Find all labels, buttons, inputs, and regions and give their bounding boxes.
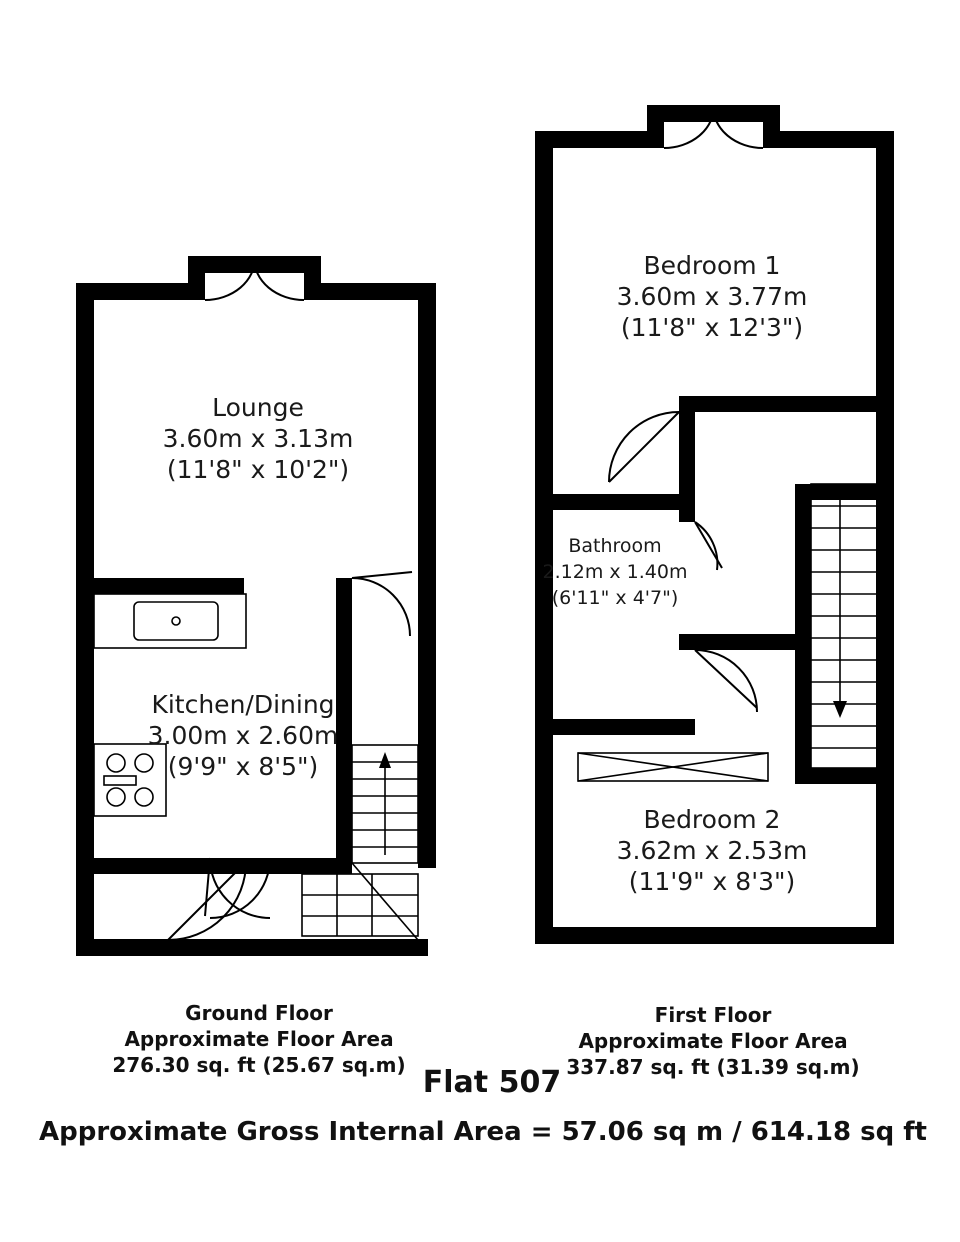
room-dim-imperial-bathroom: (6'11" x 4'7") xyxy=(551,587,679,609)
first-floor-caption-area-label: Approximate Floor Area xyxy=(578,1029,848,1053)
kitchen-door-arc xyxy=(352,578,410,636)
page-title: Flat 507 xyxy=(422,1065,562,1100)
kitchen-counter xyxy=(94,594,246,648)
kitchen-hob xyxy=(94,744,166,816)
room-label-bedroom-1: Bedroom 1 xyxy=(643,251,781,280)
room-label-bathroom: Bathroom xyxy=(568,535,662,557)
room-dim-imperial-bedroom-1: (11'8" x 12'3") xyxy=(620,313,804,342)
bedroom1-door-leaf xyxy=(609,412,679,482)
first-floor-caption-area-value: 337.87 sq. ft (31.39 sq.m) xyxy=(566,1055,860,1079)
ground-floor-caption-area-label: Approximate Floor Area xyxy=(124,1027,394,1051)
ground-floor-walls xyxy=(76,256,436,956)
room-dim-metric-kitchen-dining: 3.00m x 2.60m xyxy=(147,721,339,750)
room-dim-metric-bathroom: 2.12m x 1.40m xyxy=(542,561,688,583)
bedroom2-wardrobe xyxy=(578,753,768,781)
first-floor-stairs xyxy=(811,484,877,768)
bathroom-door-leaf xyxy=(695,522,722,568)
ground-floor-caption-area-value: 276.30 sq. ft (25.67 sq.m) xyxy=(112,1053,406,1077)
room-dim-imperial-lounge: (11'8" x 10'2") xyxy=(166,455,350,484)
room-dim-metric-bedroom-2: 3.62m x 2.53m xyxy=(616,836,808,865)
room-dim-metric-bedroom-1: 3.60m x 3.77m xyxy=(616,282,808,311)
ground-floor-caption-name: Ground Floor xyxy=(185,1001,333,1025)
ground-floor-stairs xyxy=(302,745,418,940)
ground-floor-plan xyxy=(76,256,436,1077)
kitchen-door-leaf xyxy=(352,572,412,578)
total-area-label: Approximate Gross Internal Area = 57.06 sq m / 614.18 sq ft xyxy=(39,1117,927,1147)
first-floor-plan xyxy=(535,105,894,1079)
room-dim-imperial-kitchen-dining: (9'9" x 8'5") xyxy=(167,752,319,781)
room-label-lounge: Lounge xyxy=(212,393,304,422)
room-label-kitchen-dining: Kitchen/Dining xyxy=(151,690,335,719)
first-floor-caption-name: First Floor xyxy=(654,1003,772,1027)
room-dim-metric-lounge: 3.60m x 3.13m xyxy=(162,424,354,453)
room-label-bedroom-2: Bedroom 2 xyxy=(643,805,781,834)
room-dim-imperial-bedroom-2: (11'9" x 8'3") xyxy=(628,867,796,896)
